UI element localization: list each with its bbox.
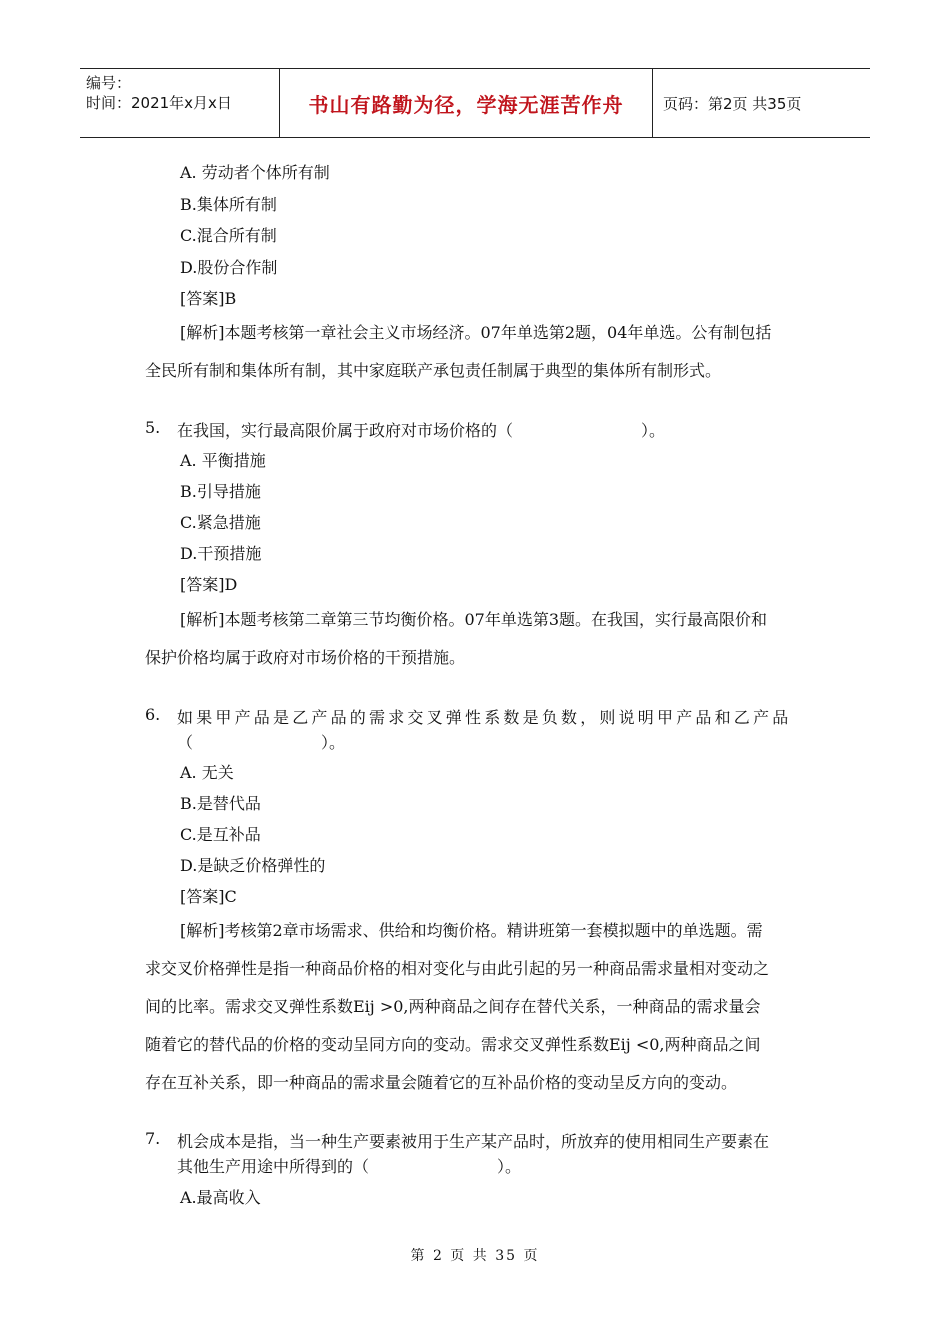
analysis-line: 随着它的替代品的价格的变动呈同方向的变动。需求交叉弹性系数Eij <0,两种商品之间 (145, 1035, 761, 1054)
header-page-info: 页码：第2页 共35页 (663, 94, 802, 113)
option-a: A.最高收入 (180, 1188, 261, 1207)
analysis-line: 全民所有制和集体所有制，其中家庭联产承包责任制属于典型的集体所有制形式。 (145, 361, 722, 380)
option-a: A. 劳动者个体所有制 (180, 163, 330, 182)
option-c: C.紧急措施 (180, 513, 261, 532)
question-number: 6. (145, 705, 161, 724)
document-date: 时间：2021年x月x日 (86, 94, 232, 112)
option-d: D.股份合作制 (180, 258, 278, 277)
analysis-line: [解析]本题考核第一章社会主义市场经济。07年单选第2题，04年单选。公有制包括 (180, 323, 772, 342)
option-b: B.是替代品 (180, 794, 261, 813)
option-d: D.是缺乏价格弹性的 (180, 856, 326, 875)
analysis-line: [解析]考核第2章市场需求、供给和均衡价格。精讲班第一套模拟题中的单选题。需 (180, 921, 763, 940)
question-text-cont: 其他生产用途中所得到的（ ）。 (177, 1157, 522, 1176)
analysis-line: 间的比率。需求交叉弹性系数Eij >0,两种商品之间存在替代关系，一种商品的需求量会 (145, 997, 761, 1016)
analysis-line: [解析]本题考核第二章第三节均衡价格。07年单选第3题。在我国，实行最高限价和 (180, 610, 768, 629)
analysis-line: 存在互补关系，即一种商品的需求量会随着它的互补品价格的变动呈反方向的变动。 (145, 1073, 738, 1092)
question-number: 5. (145, 418, 161, 437)
answer: [答案]B (180, 289, 237, 308)
answer: [答案]D (180, 575, 238, 594)
analysis-line: 求交叉价格弹性是指一种商品价格的相对变化与由此引起的另一种商品需求量相对变动之 (145, 959, 770, 978)
question-text: 如果甲产品是乙产品的需求交叉弹性系数是负数，则说明甲产品和乙产品 (177, 708, 792, 727)
page-footer: 第 2 页 共 35 页 (410, 1248, 540, 1264)
option-c: C.混合所有制 (180, 226, 277, 245)
document-number-label: 编号： (86, 74, 132, 92)
question-number: 7. (145, 1129, 161, 1148)
option-a: A. 无关 (180, 763, 234, 782)
header-motto: 书山有路勤为径，学海无涯苦作舟 (280, 69, 653, 137)
option-b: B.引导措施 (180, 482, 261, 501)
option-b: B.集体所有制 (180, 195, 277, 214)
analysis-line: 保护价格均属于政府对市场价格的干预措施。 (145, 648, 466, 667)
question-text-cont: （ ）。 (177, 733, 346, 752)
question-text: 机会成本是指，当一种生产要素被用于生产某产品时，所放弃的使用相同生产要素在 (177, 1132, 770, 1151)
question-text: 在我国，实行最高限价属于政府对市场价格的（ ）。 (177, 421, 666, 440)
option-a: A. 平衡措施 (180, 451, 266, 470)
option-c: C.是互补品 (180, 825, 261, 844)
answer: [答案]C (180, 887, 237, 906)
option-d: D.干预措施 (180, 544, 262, 563)
